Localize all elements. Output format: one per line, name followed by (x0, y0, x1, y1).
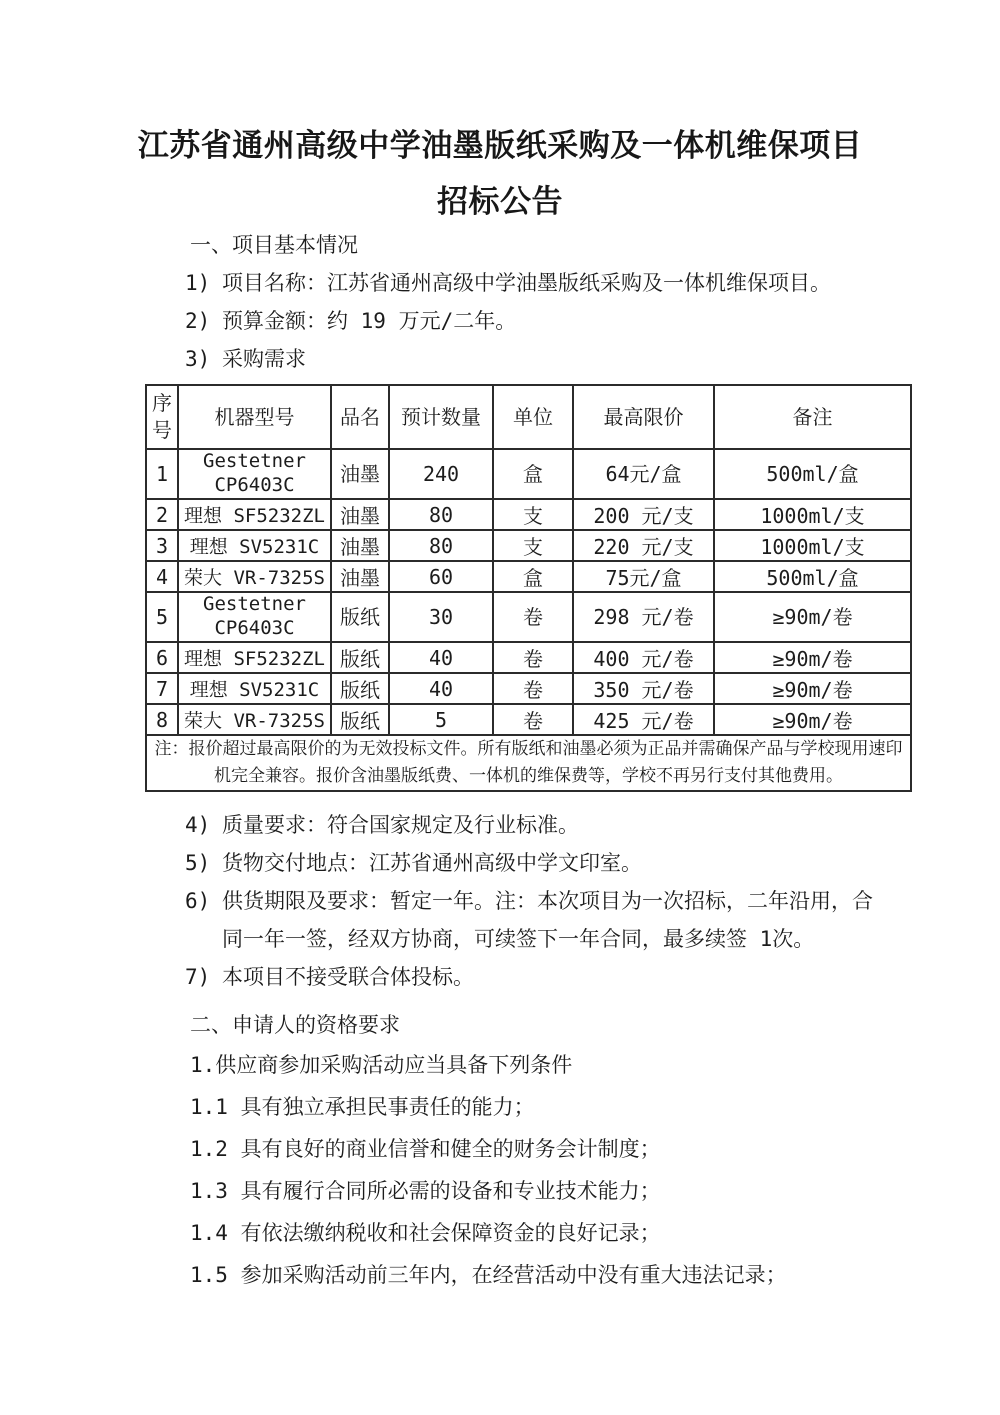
qualification-line-1-1: 1.1 具有独立承担民事责任的能力； (190, 1095, 535, 1119)
table-cell: 支 (493, 499, 573, 530)
list-item-number: 3) (185, 347, 211, 371)
table-cell: 版纸 (331, 673, 389, 704)
header-cell-qty: 预计数量 (389, 385, 493, 449)
table-cell: 卷 (493, 673, 573, 704)
table-cell: 荣大 VR-7325S (178, 561, 331, 592)
list-item-number: 2) (185, 309, 211, 333)
table-note: 注：报价超过最高限价的为无效投标文件。所有版纸和油墨必须为正品并需确保产品与学校现用速印机完全兼容。报价含油墨版纸费、一体机的维保费等，学校不再另行支付其他费用。 (146, 735, 911, 791)
list-item-1 (185, 264, 1000, 302)
table-cell: 油墨 (331, 449, 389, 499)
table-cell: ≥90m/卷 (714, 673, 911, 704)
table-cell: 40 (389, 673, 493, 704)
table-cell: 卷 (493, 704, 573, 735)
table-cell: 版纸 (331, 592, 389, 642)
table-cell: 支 (493, 530, 573, 561)
table-row (146, 499, 911, 530)
table-row (146, 704, 911, 735)
table-cell: 1000ml/支 (714, 499, 911, 530)
table-cell: 6 (146, 642, 178, 673)
list-item-text: 项目名称：江苏省通州高级中学油墨版纸采购及一体机维保项目。 (222, 271, 831, 295)
table-cell: 2 (146, 499, 178, 530)
table-cell: 1 (146, 449, 178, 499)
table-cell: 版纸 (331, 642, 389, 673)
list-item-text: 货物交付地点：江苏省通州高级中学文印室。 (222, 851, 642, 875)
section-1-heading: 一、项目基本情况 (190, 233, 358, 257)
header-cell-model: 机器型号 (178, 385, 331, 449)
table-cell: 30 (389, 592, 493, 642)
table-cell: 版纸 (331, 704, 389, 735)
header-cell-maxprice: 最高限价 (573, 385, 714, 449)
qualification-line-1-5: 1.5 参加采购活动前三年内，在经营活动中没有重大违法记录； (190, 1263, 787, 1287)
table-cell: 8 (146, 704, 178, 735)
table-header-row (146, 385, 911, 449)
table-cell: 425 元/卷 (573, 704, 714, 735)
table-cell: 60 (389, 561, 493, 592)
table-cell: 64元/盒 (573, 449, 714, 499)
list-item-number: 7) (185, 965, 211, 989)
list-item-3 (185, 340, 1000, 378)
list-item-text: 供货期限及要求：暂定一年。注：本次项目为一次招标，二年沿用，合同一年一签，经双方协商，可续签下一年合同，最多续签 1次。 (222, 889, 873, 951)
list-item-5 (185, 844, 1000, 882)
table-row (146, 642, 911, 673)
table-cell: 理想 SF5232ZL (178, 499, 331, 530)
table-cell: 80 (389, 530, 493, 561)
table-cell: 卷 (493, 592, 573, 642)
table-cell: 4 (146, 561, 178, 592)
table-cell: 理想 SV5231C (178, 673, 331, 704)
table-cell: 卷 (493, 642, 573, 673)
table-cell: 5 (146, 592, 178, 642)
list-item-text: 采购需求 (222, 347, 306, 371)
list-item-number: 4) (185, 813, 211, 837)
list-item-number: 5) (185, 851, 211, 875)
list-item-number: 1) (185, 271, 211, 295)
table-cell: 油墨 (331, 530, 389, 561)
table-cell: ≥90m/卷 (714, 592, 911, 642)
table-row (146, 561, 911, 592)
table-cell: 400 元/卷 (573, 642, 714, 673)
table-note-row (146, 735, 911, 791)
table-cell: 3 (146, 530, 178, 561)
table-cell: 理想 SV5231C (178, 530, 331, 561)
table-cell: ≥90m/卷 (714, 704, 911, 735)
doc-title-line-2: 招标公告 (437, 184, 563, 220)
table-row (146, 449, 911, 499)
table-cell: 40 (389, 642, 493, 673)
section-2-heading: 二、申请人的资格要求 (190, 1013, 400, 1037)
list-item-2 (185, 302, 1000, 340)
table-cell: 500ml/盒 (714, 561, 911, 592)
table-cell: 盒 (493, 561, 573, 592)
table-cell: 75元/盒 (573, 561, 714, 592)
procurement-table (145, 384, 912, 792)
qualification-line-1-2: 1.2 具有良好的商业信誉和健全的财务会计制度； (190, 1137, 661, 1161)
table-cell: 240 (389, 449, 493, 499)
table-cell: 荣大 VR-7325S (178, 704, 331, 735)
list-item-text: 本项目不接受联合体投标。 (222, 965, 474, 989)
table-cell: 220 元/支 (573, 530, 714, 561)
table-cell: 7 (146, 673, 178, 704)
table-cell: 5 (389, 704, 493, 735)
list-item-text: 质量要求：符合国家规定及行业标准。 (222, 813, 579, 837)
header-cell-seq: 序号 (146, 385, 178, 449)
table-cell: Gestetner CP6403C (178, 449, 331, 499)
table-cell: 理想 SF5232ZL (178, 642, 331, 673)
qualification-line-1-3: 1.3 具有履行合同所必需的设备和专业技术能力； (190, 1179, 661, 1203)
header-cell-product: 品名 (331, 385, 389, 449)
table-cell: 298 元/卷 (573, 592, 714, 642)
list-item-number: 6) (185, 889, 211, 913)
qualification-line-1-4: 1.4 有依法缴纳税收和社会保障资金的良好记录； (190, 1221, 661, 1245)
table-cell: 80 (389, 499, 493, 530)
table-cell: ≥90m/卷 (714, 642, 911, 673)
qualification-line-1: 1.供应商参加采购活动应当具备下列条件 (190, 1053, 573, 1077)
header-cell-unit: 单位 (493, 385, 573, 449)
list-item-6 (185, 882, 1000, 958)
table-cell: Gestetner CP6403C (178, 592, 331, 642)
table-cell: 200 元/支 (573, 499, 714, 530)
table-cell: 500ml/盒 (714, 449, 911, 499)
table-cell: 350 元/卷 (573, 673, 714, 704)
list-item-text: 预算金额：约 19 万元/二年。 (222, 309, 517, 333)
table-row (146, 530, 911, 561)
header-cell-remark: 备注 (714, 385, 911, 449)
doc-title-line-1: 江苏省通州高级中学油墨版纸采购及一体机维保项目 (137, 128, 863, 164)
list-item-7 (185, 958, 1000, 996)
table-cell: 油墨 (331, 561, 389, 592)
list-item-4 (185, 806, 1000, 844)
table-cell: 盒 (493, 449, 573, 499)
table-cell: 1000ml/支 (714, 530, 911, 561)
table-cell: 油墨 (331, 499, 389, 530)
table-row (146, 673, 911, 704)
table-row (146, 592, 911, 642)
